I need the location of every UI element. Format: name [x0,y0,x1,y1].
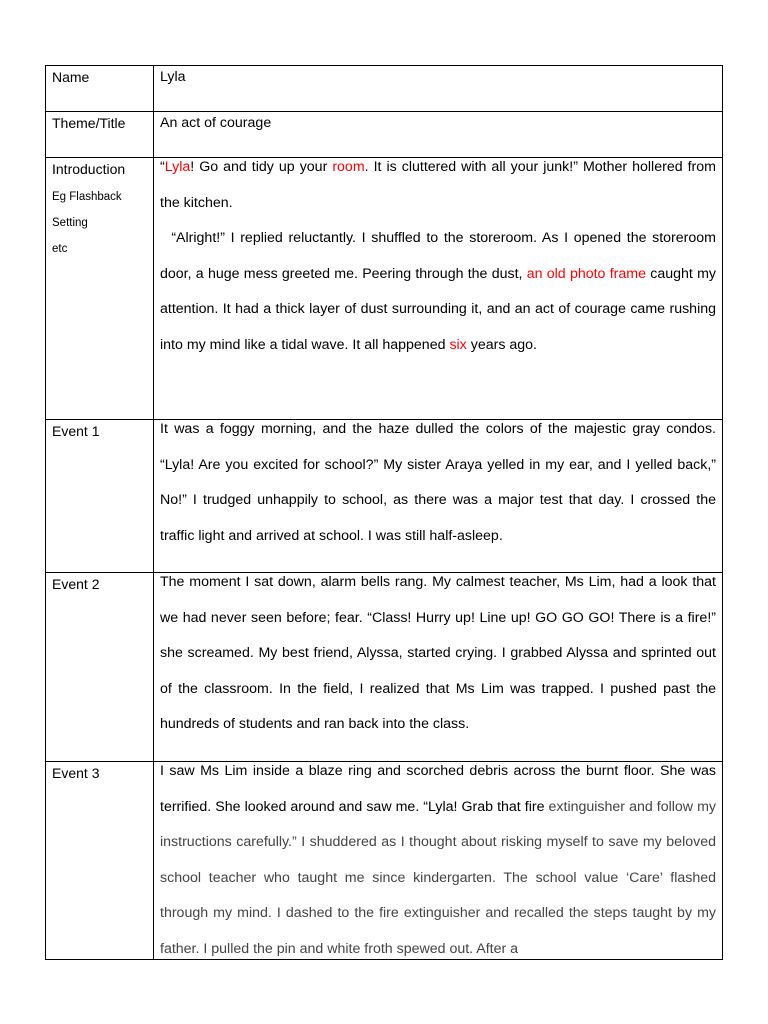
story-plan-table [45,65,723,960]
intro-hint-flashback: Eg Flashback [52,191,122,203]
intro-paragraph-2: “Alright!” I replied reluctantly. I shuffled to the storeroom. As I opened the storeroom door, a huge mess greeted me. Peering through the dust, an old photo frame caught my attention. It had a thick layer of dust surrounding it, and an act of courage came rushing into my mind like a tidal wave. It all happened six years ago. [160,230,716,353]
highlight-photo-frame: an old photo frame [526,265,646,282]
name-value: Lyla [160,69,186,85]
theme-value: An act of courage [160,115,272,131]
event-3-text: I saw Ms Lim inside a blaze ring and scorched debris across the burnt floor. She was terrified. She looked around and saw me. “Lyla! Grab that fire extinguisher and follow my instructions carefully.” I shuddered as I thought about risking myself to save my beloved school teacher who taught me since kindergarten. The school value ‘Care’ flashed through my mind. I dashed to the fire extinguisher and recalled the steps taught by my father. I pulled the pin and white froth spewed out. After a [160,763,717,957]
event-2-text: The moment I sat down, alarm bells rang. My calmest teacher, Ms Lim, had a look that we had never seen before; fear. “Class! Hurry up! Line up! GO GO GO! There is a fire!” she screamed. My best friend, Alyssa, started crying. I grabbed Alyssa and sprinted out of the classroom. In the field, I realized that Ms Lim was trapped. I pushed past the hundreds of students and ran back into the class. [160,574,716,733]
event-2-row [46,573,722,762]
name-row [46,66,722,112]
introduction-label-cell [46,158,154,419]
highlight-six: six [449,336,467,353]
intro-paragraph-1: “Lyla! Go and tidy up your room. It is cluttered with all your junk!” Mother hollered from the kitchen. [160,159,716,211]
highlight-lyla: Lyla [164,159,191,175]
theme-label: Theme/Title [46,112,154,157]
name-label: Name [46,66,154,111]
introduction-row [46,158,722,420]
event-3-label: Event 3 [46,762,154,960]
event-2-label: Event 2 [46,573,154,761]
introduction-label: Introduction [52,161,126,177]
highlight-room: room [332,159,365,175]
intro-hint-etc: etc [52,243,68,255]
introduction-text [154,150,722,419]
event-3-row [46,762,722,960]
event-1-text: It was a foggy morning, and the haze dulled the colors of the majestic gray condos. “Lyla! Are you excited for school?” My sister Araya yelled in my ear, and I yelled back,” No!” I trudged unhappily to school, as there was a major test that day. I crossed the traffic light and arrived at school. I was still half-asleep. [160,421,716,544]
intro-hint-setting: Setting [52,217,88,229]
event-1-label: Event 1 [46,420,154,572]
event-1-row [46,420,722,573]
